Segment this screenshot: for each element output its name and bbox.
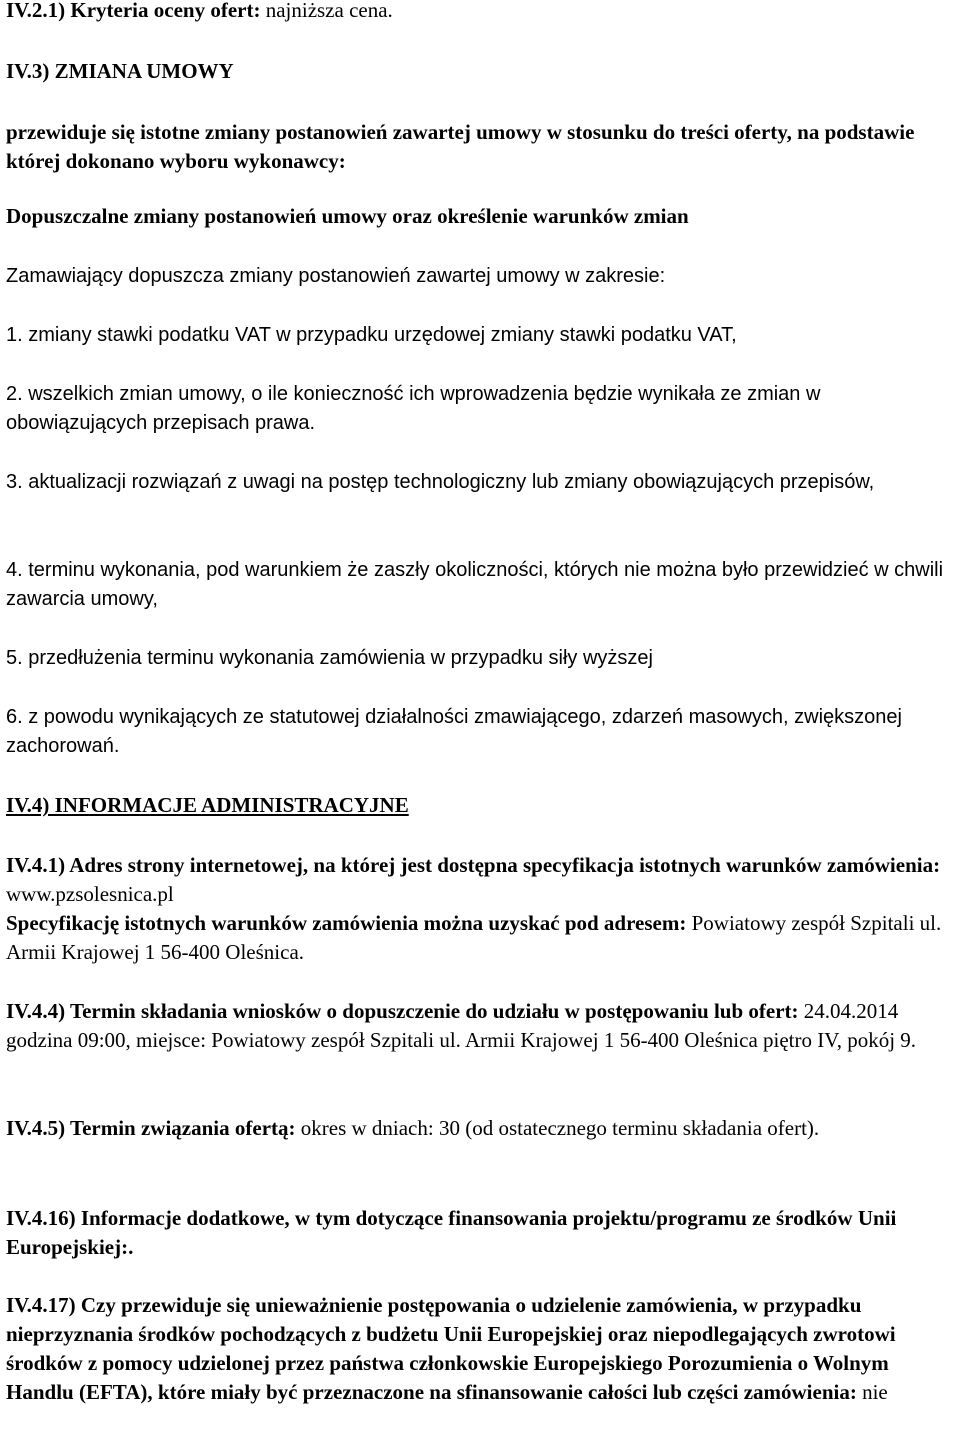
annulment-info [6,1291,954,1407]
spec-address-value: Powiatowy zespół Szpitali ul. Armii Krajowej 1 56-400 Oleśnica. [6,911,942,964]
list-item: 1. zmiany stawki podatku VAT w przypadku urzędowej zmiany stawki podatku VAT, [6,324,737,346]
list-item: 2. wszelkich zmian umowy, o ile konieczność ich wprowadzenia będzie wynikała ze zmian w obowiązujących przepisach prawa. [6,383,821,434]
deadline-value: 24.04.2014 godzina 09:00, miejsce: Powiatowy zespół Szpitali ul. Armii Krajowej 1 56-400 Oleśnica piętro IV, pokój 9. [6,999,917,1052]
list-item: 5. przedłużenia terminu wykonania zamówienia w przypadku siły wyższej [6,647,653,669]
additional-info-value: . [128,1235,134,1259]
list-item: 4. terminu wykonania, pod warunkiem że zaszły okoliczności, których nie można było przewidzieć w chwili zawarcia umowy, [6,559,944,610]
binding-period-label: IV.4.5) Termin związania ofertą: [6,1116,296,1140]
allowed-changes-heading: Dopuszczalne zmiany postanowień umowy oraz określenie warunków zmian [6,204,689,228]
spec-address-label: Specyfikację istotnych warunków zamówienia można uzyskać pod adresem: [6,911,687,935]
changes-intro: Zamawiający dopuszcza zmiany postanowień zawartej umowy w zakresie: [6,265,666,287]
list-item: 6. z powodu wynikających ze statutowej działalności zmawiającego, zdarzeń masowych, zwiększonej zachorowań. [6,706,902,757]
criteria-label: IV.2.1) Kryteria oceny ofert: [6,0,261,22]
binding-period-info [6,1114,954,1143]
criteria-value: najniższa cena. [265,0,393,22]
list-item: 3. aktualizacji rozwiązań z uwagi na postęp technologiczny lub zmiany obowiązujących przepisów, [6,471,875,493]
deadline-label: IV.4.4) Termin składania wniosków o dopuszczenie do udziału w postępowaniu lub ofert: [6,999,799,1023]
website-label: IV.4.1) Adres strony internetowej, na której jest dostępna specyfikacja istotnych warunków zamówienia: [6,853,941,877]
additional-info-label: IV.4.16) Informacje dodatkowe, w tym dotyczące finansowania projektu/programu ze środków Unii Europejskiej: [6,1206,897,1259]
section-heading-admin: IV.4) INFORMACJE ADMINISTRACYJNE [6,793,409,817]
additional-info [6,1204,954,1262]
deadline-info [6,997,954,1055]
change-provision-text: przewiduje się istotne zmiany postanowień zawartej umowy w stosunku do treści oferty, na podstawie której dokonano wyboru wykonawcy: [6,120,915,173]
annulment-label: IV.4.17) Czy przewiduje się unieważnienie postępowania o udzielenie zamówienia, w przypadku nieprzyznania środków pochodzących z budżetu Unii Europejskiej oraz niepodlegających zwrotowi środków z pomocy udzielonej przez państwa członkowskie Europejskiego Porozumienia o Wolnym Handlu (EFTA), które miały być przeznaczone na sfinansowanie całości lub części zamówienia: [6,1293,896,1404]
section-heading-change: IV.3) ZMIANA UMOWY [6,59,234,83]
binding-period-value: okres w dniach: 30 (od ostatecznego terminu składania ofert). [300,1116,820,1140]
website-info [6,851,954,967]
website-link[interactable]: www.pzsolesnica.pl [6,882,174,906]
criteria-line [6,0,954,25]
annulment-value: nie [862,1380,888,1404]
